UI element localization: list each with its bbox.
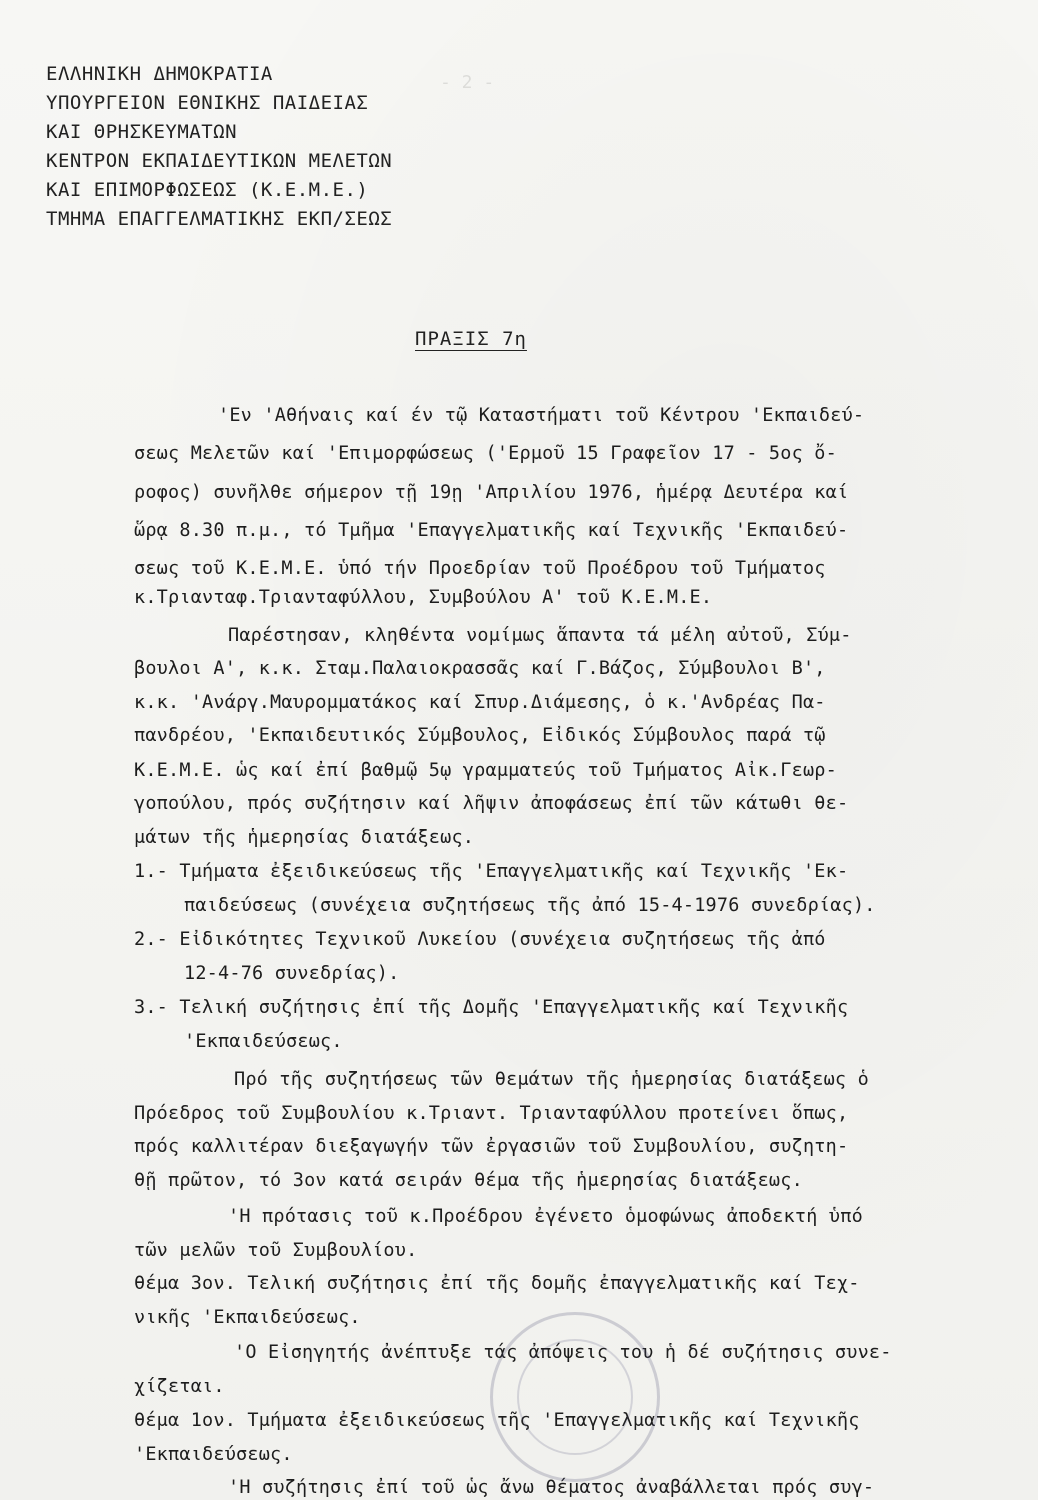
body-line: Παρέστησαν, κληθέντα νομίμως ἅπαντα τά μέλη αὐτοῦ, Σύμ- (228, 625, 852, 646)
body-line: 'Ο Εἰσηγητής ἀνέπτυξε τάς ἀπόψεις του ἡ δέ συζήτησις συνε- (234, 1342, 892, 1363)
body-line: τῶν μελῶν τοῦ Συμβουλίου. (134, 1240, 418, 1261)
body-line: γοπούλου, πρός συζήτησιν καί λῆψιν ἀποφάσεως ἐπί τῶν κάτωθι θε- (134, 793, 849, 814)
body-line: πρός καλλιτέραν διεξαγωγήν τῶν ἐργασιῶν τοῦ Συμβουλίου, συζητη- (134, 1136, 849, 1157)
body-line: 'Η συζήτησις ἐπί τοῦ ὡς ἄνω θέματος ἀναβάλλεται πρός συγ- (228, 1477, 875, 1498)
letterhead-line: ΚΑΙ ΕΠΙΜΟΡΦΩΣΕΩΣ (Κ.Ε.Μ.Ε.) (46, 179, 369, 201)
body-line: χίζεται. (134, 1376, 225, 1397)
document-title: ΠΡΑΞΙΣ 7η (415, 328, 527, 350)
official-seal-stamp (490, 1312, 660, 1482)
letterhead-line: ΕΛΛΗΝΙΚΗ ΔΗΜΟΚΡΑΤΙΑ (46, 63, 273, 85)
body-line: σεως τοῦ Κ.Ε.Μ.Ε. ὑπό τήν Προεδρίαν τοῦ Προέδρου τοῦ Τμήματος (134, 558, 826, 579)
letterhead-line: ΥΠΟΥΡΓΕΙΟΝ ΕΘΝΙΚΗΣ ΠΑΙΔΕΙΑΣ (46, 92, 369, 114)
body-line: βουλοι Α', κ.κ. Σταμ.Παλαιοκρασσᾶς καί Γ.Βάζος, Σύμβουλοι Β', (134, 658, 826, 679)
body-line: ροφος) συνῆλθε σήμερον τῇ 19ῃ 'Απριλίου 1976, ἡμέρᾳ Δευτέρα καί (134, 482, 849, 503)
body-line: νικῆς 'Εκπαιδεύσεως. (134, 1307, 361, 1328)
letterhead-line: ΚΕΝΤΡΟΝ ΕΚΠΑΙΔΕΥΤΙΚΩΝ ΜΕΛΕΤΩΝ (46, 150, 393, 172)
topic-heading-1: θέμα 1ον. Τμήματα ἐξειδικεύσεως τῆς 'Επαγγελματικῆς καί Τεχνικῆς (134, 1410, 860, 1431)
body-line: Κ.Ε.Μ.Ε. ὡς καί ἐπί βαθμῷ 5ῳ γραμματεύς τοῦ Τμήματος Αἰκ.Γεωρ- (134, 760, 837, 781)
letterhead-line: ΚΑΙ ΘΡΗΣΚΕΥΜΑΤΩΝ (46, 121, 238, 143)
body-line: 'Εν 'Αθήναις καί έν τῷ Καταστήματι τοῦ Κέντρου 'Εκπαιδεύ- (218, 405, 865, 426)
agenda-item-3: 3.- Τελική συζήτησις ἐπί τῆς Δομῆς 'Επαγγελματικῆς καί Τεχνικῆς (134, 997, 849, 1018)
body-line: 12-4-76 συνεδρίας). (184, 963, 400, 984)
page-number-bleed: - 2 - (440, 72, 495, 93)
body-line: κ.κ. 'Ανάργ.Μαυρομματάκος καί Σπυρ.Διάμεσης, ὁ κ.'Ανδρέας Πα- (134, 692, 826, 713)
letterhead-line: ΤΜΗΜΑ ΕΠΑΓΓΕΛΜΑΤΙΚΗΣ ΕΚΠ/ΣΕΩΣ (46, 208, 393, 230)
body-line: 'Εκπαιδεύσεως. (184, 1031, 343, 1052)
body-line: Πρό τῆς συζητήσεως τῶν θεμάτων τῆς ἡμερησίας διατάξεως ὁ (234, 1069, 869, 1090)
body-line: 'Εκπαιδεύσεως. (134, 1444, 293, 1465)
topic-heading-3: θέμα 3ον. Τελική συζήτησις ἐπί τῆς δομῆς ἐπαγγελματικῆς καί Τεχ- (134, 1273, 860, 1294)
seal-inner-ring (517, 1339, 633, 1455)
letterhead (46, 60, 392, 234)
body-line: μάτων τῆς ἡμερησίας διατάξεως. (134, 827, 475, 848)
body-line: ὥρᾳ 8.30 π.μ., τό Τμῆμα 'Επαγγελματικῆς καί Τεχνικῆς 'Εκπαιδεύ- (134, 520, 849, 541)
body-line: 'Η πρότασις τοῦ κ.Προέδρου ἐγένετο ὁμοφώνως ἀποδεκτή ὑπό (228, 1206, 863, 1227)
body-line: παιδεύσεως (συνέχεια συζητήσεως τῆς ἀπό 15-4-1976 συνεδρίας). (184, 895, 876, 916)
body-line: πανδρέου, 'Εκπαιδευτικός Σύμβουλος, Εἰδικός Σύμβουλος παρά τῷ (134, 725, 826, 746)
body-line: κ.Τριανταφ.Τριανταφύλλου, Συμβούλου Α' τοῦ Κ.Ε.Μ.Ε. (134, 587, 713, 608)
body-line: Πρόεδρος τοῦ Συμβουλίου κ.Τριαντ. Τριανταφύλλου προτείνει ὅπως, (134, 1103, 849, 1124)
agenda-item-2: 2.- Εἰδικότητες Τεχνικοῦ Λυκείου (συνέχεια συζητήσεως τῆς ἀπό (134, 929, 826, 950)
agenda-item-1: 1.- Τμήματα ἐξειδικεύσεως τῆς 'Επαγγελματικῆς καί Τεχνικῆς 'Εκ- (134, 861, 849, 882)
body-line: σεως Μελετῶν καί 'Επιμορφώσεως ('Ερμοῦ 15 Γραφεῖον 17 - 5ος ὄ- (134, 443, 837, 464)
body-line: θῇ πρῶτον, τό 3ον κατά σειράν θέμα τῆς ἡμερησίας διατάξεως. (134, 1170, 803, 1191)
